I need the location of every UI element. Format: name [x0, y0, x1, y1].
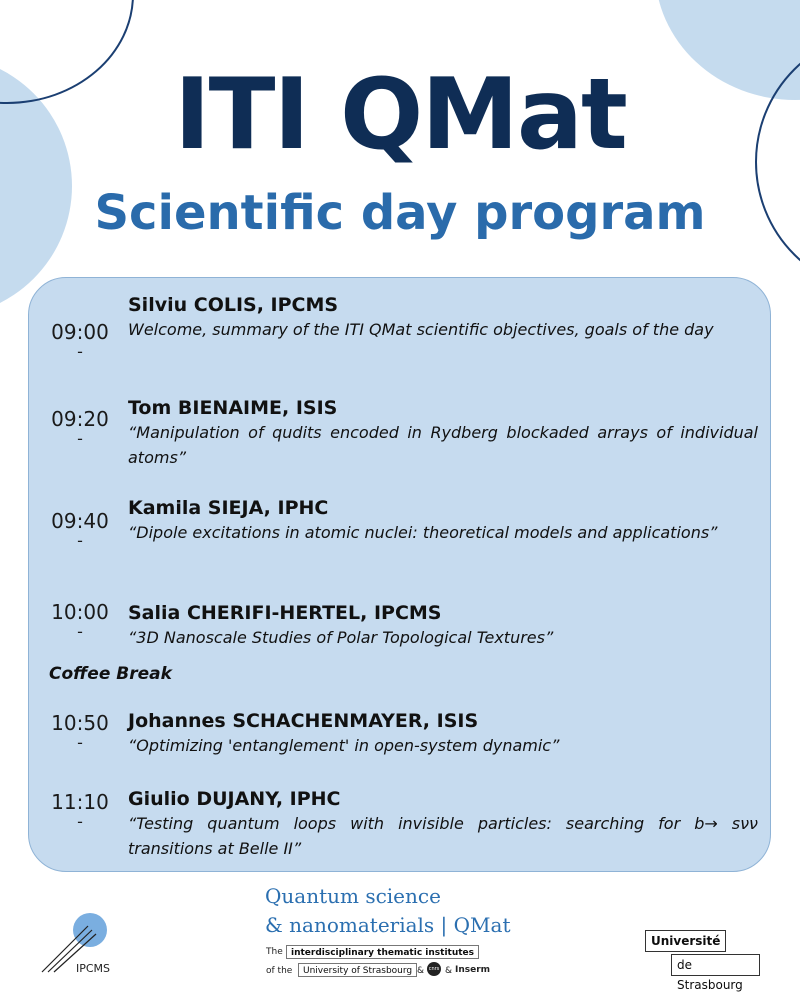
session-speaker: Kamila SIEJA, IPHC — [128, 497, 329, 519]
coffee-break-label: Coffee Break — [49, 664, 172, 684]
university-box: University of Strasbourg — [298, 963, 417, 977]
session-time: 09:00 — [51, 320, 109, 344]
amp-2: & — [445, 966, 453, 976]
unistra-top: Université — [645, 930, 726, 952]
session-time: 10:50 — [51, 711, 109, 735]
iti-box: interdisciplinary thematic institutes — [286, 945, 479, 959]
session-talk: Welcome, summary of the ITI QMat scientific objectives, goals of the day — [128, 320, 714, 339]
qmat-line-2: & nanomaterials | QMat — [265, 913, 511, 937]
session-dash: - — [77, 622, 83, 641]
session-dash: - — [77, 531, 83, 550]
qmat-line-1: Quantum science — [265, 884, 441, 908]
session-dash: - — [77, 812, 83, 831]
inserm-logo: Inserm — [455, 965, 491, 975]
iti-the-label: The — [266, 947, 283, 957]
session-dash: - — [77, 733, 83, 752]
iti-of-the-label: of the — [266, 966, 293, 976]
session-talk: “Manipulation of qudits encoded in Rydberg blockaded arrays of individual atoms” — [128, 423, 758, 467]
session-talk: “3D Nanoscale Studies of Polar Topological Textures” — [128, 628, 554, 647]
page-title: ITI QMat — [174, 58, 626, 172]
session-dash: - — [77, 342, 83, 361]
cnrs-logo: cnrs — [427, 962, 441, 976]
unistra-bottom: de Strasbourg — [671, 954, 760, 976]
session-speaker: Salia CHERIFI-HERTEL, IPCMS — [128, 602, 442, 624]
session-time: 11:10 — [51, 790, 109, 814]
unistra-logo — [645, 930, 760, 992]
session-time: 09:20 — [51, 407, 109, 431]
ipcms-label: IPCMS — [76, 962, 111, 975]
session-speaker: Silviu COLIS, IPCMS — [128, 294, 339, 316]
page-subtitle: Scientific day program — [94, 185, 706, 241]
session-speaker: Johannes SCHACHENMAYER, ISIS — [128, 710, 479, 732]
session-time: 09:40 — [51, 509, 109, 533]
session-speaker: Giulio DUJANY, IPHC — [128, 788, 341, 810]
session-speaker: Tom BIENAIME, ISIS — [128, 397, 338, 419]
session-talk: “Dipole excitations in atomic nuclei: theoretical models and applications” — [128, 523, 718, 542]
amp-1: & — [417, 966, 425, 976]
session-talk: “Testing quantum loops with invisible particles: searching for b→ sνν transitions at Belle II” — [128, 814, 758, 858]
program-panel — [28, 277, 771, 872]
session-talk: “Optimizing 'entanglement' in open-system dynamic” — [128, 736, 560, 755]
session-time: 10:00 — [51, 600, 109, 624]
session-dash: - — [77, 429, 83, 448]
